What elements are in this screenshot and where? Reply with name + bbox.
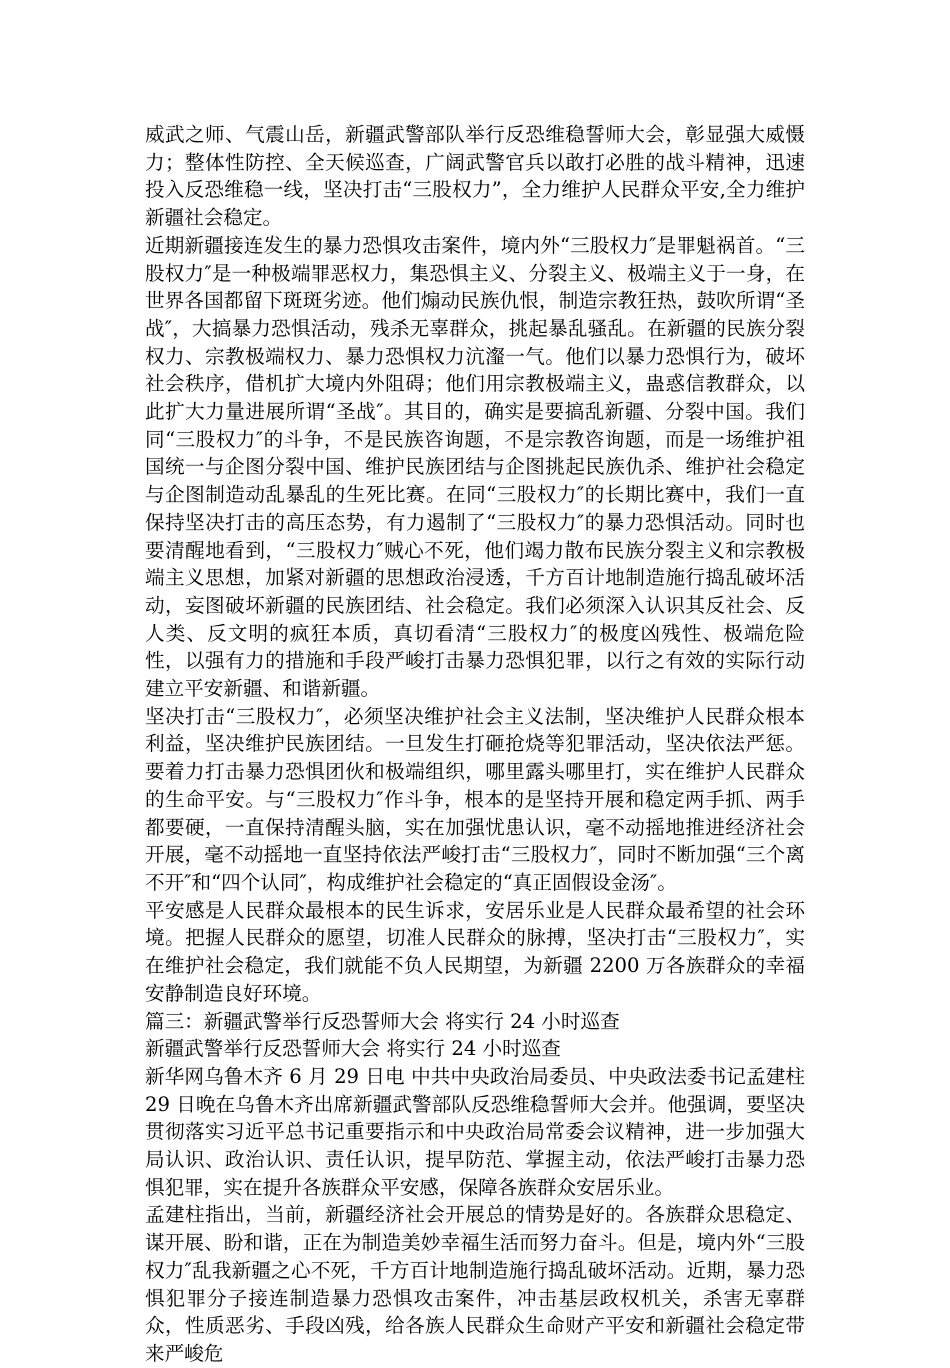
document-body [145, 121, 805, 1368]
paragraph-2: 近期新疆接连发生的暴力恐惧攻击案件，境内外“三股权力″是罪魁祸首。“三股权力″是一种极端罪恶权力，集恐惧主义、分裂主义、极端主义于一身，在世界各国都留下斑斑劣迹。他们煽动民族仇恨，制造宗教狂热，鼓吹所谓“圣战″，大搞暴力恐惧活动，残杀无辜群众，挑起暴乱骚乱。在新疆的民族分裂权力、宗教极端权力、暴力恐惧权力沆瀣一气。他们以暴力恐惧行为，破坏社会秩序，借机扩大境内外阻碍；他们用宗教极端主义，蛊惑信教群众，以此扩大力量进展所谓“圣战″。其目的，确实是要搞乱新疆、分裂中国。我们同“三股权力″的斗争，不是民族咨询题，不是宗教咨询题，而是一场维护祖国统一与企图分裂中国、维护民族团结与企图挑起民族仇杀、维护社会稳定与企图制造动乱暴乱的生死比赛。在同“三股权力″的长期比赛中，我们一直保持坚决打击的高压态势，有力遏制了“三股权力″的暴力恐惧活动。同时也要清醒地看到，“三股权力″贼心不死，他们竭力散布民族分裂主义和宗教极端主义思想，加紧对新疆的思想政治浸透，千方百计地制造施行捣乱破坏活动，妄图破坏新疆的民族团结、社会稳定。我们必须深入认识其反社会、反人类、反文明的疯狂本质，真切看清“三股权力″的极度凶残性、极端危险性，以强有力的措施和手段严峻打击暴力恐惧犯罪，以行之有效的实际行动建立平安新疆、和谐新疆。 [145, 233, 805, 701]
paragraph-4: 平安感是人民群众最根本的民生诉求，安居乐业是人民群众最希望的社会环境。把握人民群众的愿望，切准人民群众的脉搏，坚决打击“三股权力″，实在维护社会稳定，我们就能不负人民期望，为新疆 2200 万各族群众的幸福安静制造良好环境。 [145, 898, 805, 1005]
paragraph-3: 坚决打击“三股权力″，必须坚决维护社会主义法制，坚决维护人民群众根本利益，坚决维护民族团结。一旦发生打砸抢烧等犯罪活动，坚决依法严惩。要着力打击暴力恐惧团伙和极端组织，哪里露头哪里打，实在维护人民群众的生命平安。与“三股权力″作斗争，根本的是坚持开展和稳定两手抓、两手都要硬，一直保持清醒头脑，实在加强忧患认识，毫不动摇地推进经济社会开展，毫不动摇地一直坚持依法严峻打击“三股权力″，同时不断加强“三个离不开″和“四个认同″，构成维护社会稳定的“真正固假设金汤″。 [145, 704, 805, 894]
paragraph-5: 新华网乌鲁木齐 6 月 29 日电 中共中央政治局委员、中央政法委书记孟建柱 29 日晚在乌鲁木齐出席新疆武警部队反恐维稳誓师大会并。他强调，要坚决贯彻落实习近平总书记重要指示和中央政治局常委会议精神，进一步加强大局认识、政治认识、责任认识，提早防范、掌握主动，依法严峻打击暴力恐惧犯罪，实在提升各族群众平安感，保障各族群众安居乐业。 [145, 1064, 805, 1199]
paragraph-6: 孟建柱指出，当前，新疆经济社会开展总的情势是好的。各族群众思稳定、谋开展、盼和谐，正在为制造美妙幸福生活而努力奋斗。但是，境内外“三股权力″乱我新疆之心不死，千方百计地制造施行捣乱破坏活动。近期，暴力恐惧犯罪分子接连制造暴力恐惧攻击案件，冲击基层政权机关，杀害无辜群众，性质恶劣、手段凶残，给各族人民群众生命财产平安和新疆社会稳定带来严峻危 [145, 1203, 805, 1365]
section-heading: 篇三：新疆武警举行反恐誓师大会 将实行 24 小时巡查 [145, 1009, 620, 1033]
paragraph-1: 威武之师、气震山岳，新疆武警部队举行反恐维稳誓师大会，彰显强大威慑力；整体性防控、全天候巡查，广阔武警官兵以敢打必胜的战斗精神，迅速投入反恐维稳一线，坚决打击“三股权力”，全力维护人民群众平安,全力维护新疆社会稳定。 [145, 123, 805, 230]
article-title: 新疆武警举行反恐誓师大会 将实行 24 小时巡查 [145, 1037, 561, 1061]
